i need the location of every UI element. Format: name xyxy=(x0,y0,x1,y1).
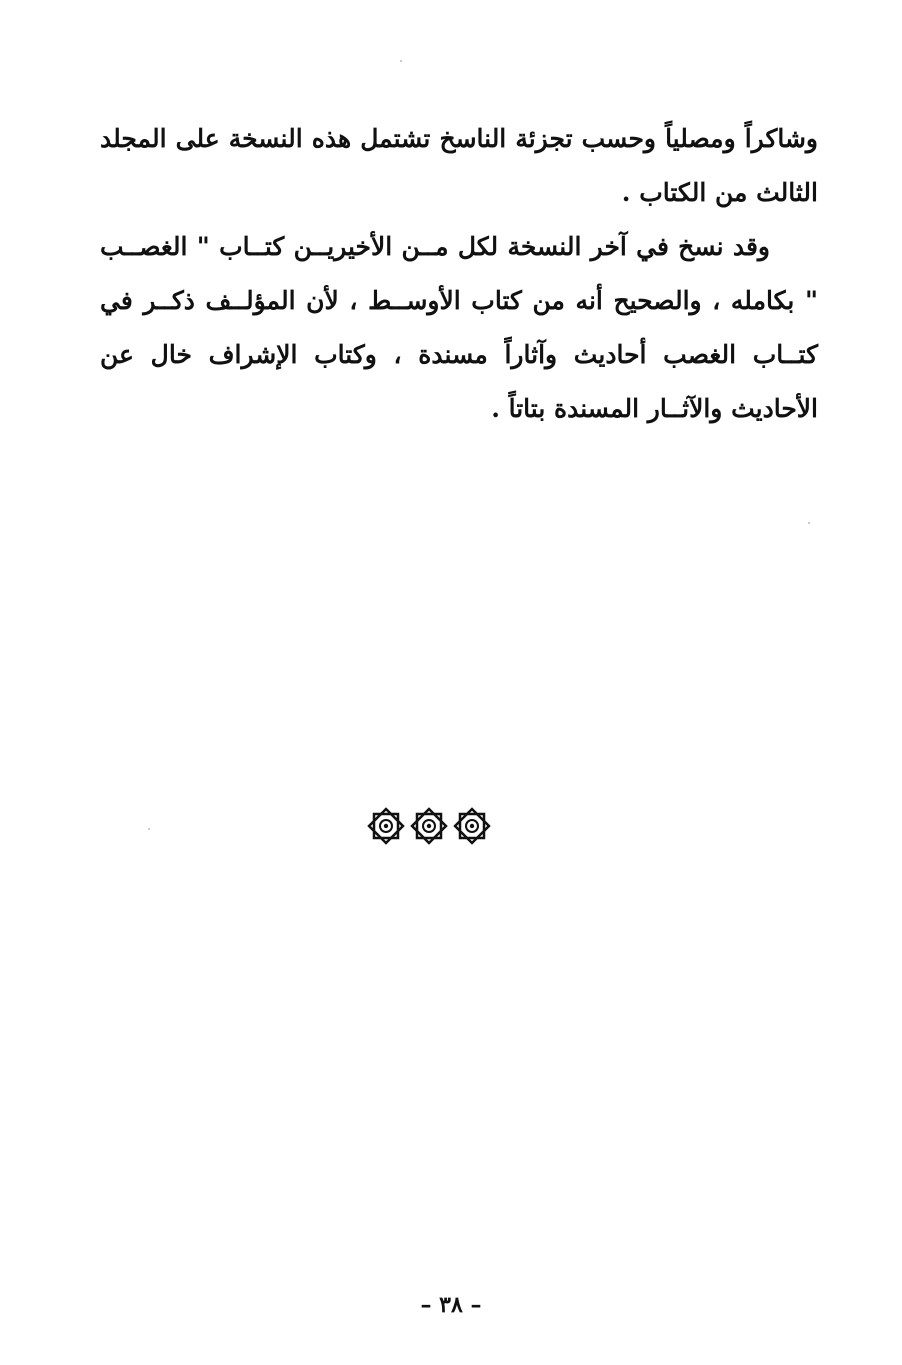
eight-point-star-ornament-icon xyxy=(452,806,492,846)
paragraph-1: وشاكراً ومصلياً وحسب تجزئة الناسخ تشتمل هذه النسخة على المجلد الثالث من الكتاب . xyxy=(100,124,818,207)
eight-point-star-ornament-icon xyxy=(409,806,449,846)
scan-speck xyxy=(148,828,150,830)
scan-speck xyxy=(808,522,810,524)
body-text xyxy=(100,112,818,436)
paragraph-2: وقد نسخ في آخر النسخة لكل مــن الأخيريــن كتــاب " الغصــب " بكامله ، والصحيح أنه من كتاب الأوســط ، لأن المؤلــف ذكــر في كتــاب الغصب أحاديث وآثاراً مسندة ، وكتاب الإشراف خال عن الأحاديث والآثــار المسندة بتاتاً . xyxy=(100,232,818,423)
scan-speck xyxy=(400,60,402,62)
page-number: – ٣٨ – xyxy=(420,1292,482,1318)
eight-point-star-ornament-icon xyxy=(366,806,406,846)
section-ornament xyxy=(366,805,492,847)
